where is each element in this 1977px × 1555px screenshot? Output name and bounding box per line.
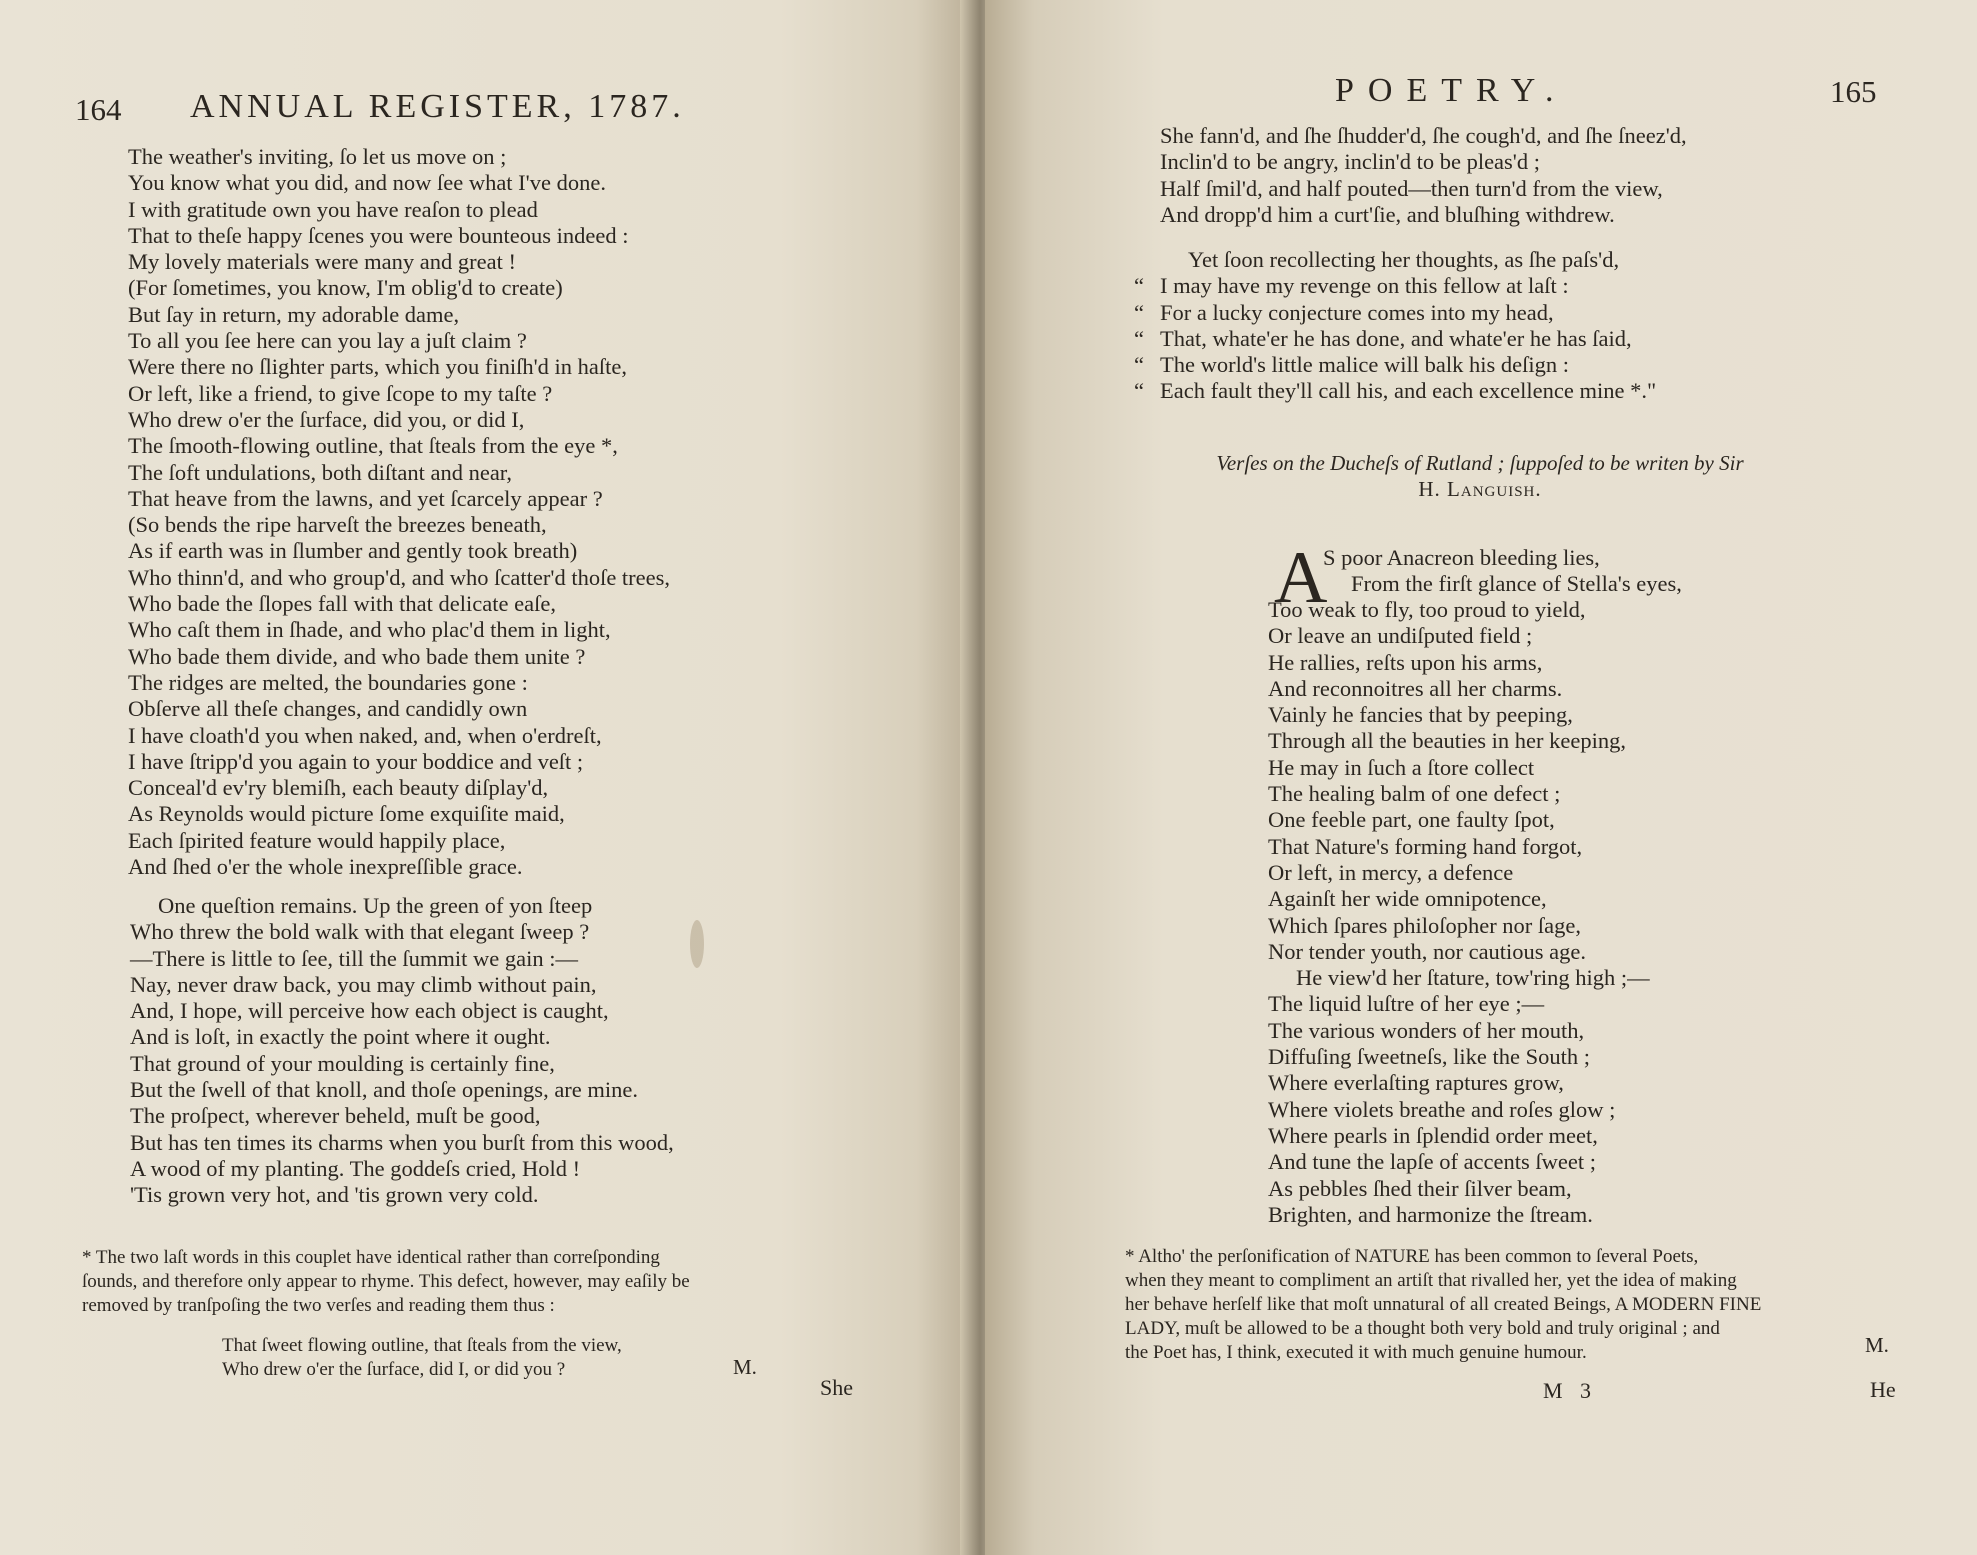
verse-line: He rallies, reſts upon his arms,: [1268, 649, 1543, 675]
quoted-line-text: Each fault they'll call his, and each excellence mine *.": [1160, 378, 1657, 404]
verse-line: He may in ſuch a ſtore collect: [1268, 754, 1535, 780]
poem-body: [1268, 597, 1650, 1228]
verse-line: Who bade the ſlopes fall with that delicate eaſe,: [128, 591, 556, 617]
quotation-mark: “: [1134, 352, 1144, 378]
quotation-mark: “: [1134, 378, 1144, 404]
verse-line: My lovely materials were many and great !: [128, 249, 516, 275]
verse-line: She fann'd, and ſhe ſhudder'd, ſhe cough'd, and ſhe ſneez'd,: [1160, 123, 1687, 148]
quoted-line: [1134, 299, 1656, 326]
verse-line: The various wonders of her mouth,: [1268, 1017, 1585, 1043]
verse-line: As pebbles ſhed their ſilver beam,: [1268, 1175, 1572, 1201]
footnote-line: LADY, muſt be allowed to be a thought both very bold and truly original ; and: [1125, 1318, 1720, 1339]
verse-line: (So bends the ripe harveſt the breezes beneath,: [128, 512, 547, 538]
verse-line: Who thinn'd, and who group'd, and who ſcatter'd thoſe trees,: [128, 564, 671, 590]
verse-block-continued: [130, 893, 674, 1209]
verse-line: Half ſmil'd, and half pouted—then turn'd from the view,: [1160, 175, 1663, 201]
verse-line: One queſtion remains. Up the green of yon ſteep: [158, 893, 593, 918]
verse-line: Who caſt them in ſhade, and who plac'd them in light,: [128, 617, 611, 643]
verse-line: Yet ſoon recollecting her thoughts, as ſhe paſs'd,: [1188, 247, 1620, 272]
verse-line: Diffuſing ſweetneſs, like the South ;: [1268, 1044, 1591, 1070]
verse-line: I with gratitude own you have reaſon to plead: [128, 196, 538, 222]
verse-line: Each ſpirited feature would happily place,: [128, 827, 506, 853]
quoted-line: [1134, 378, 1657, 404]
verse-block: [128, 144, 670, 880]
quoted-line: [1134, 325, 1656, 352]
footnote: [82, 1246, 862, 1318]
verse-line: The ſoft undulations, both diſtant and near,: [128, 459, 513, 485]
verse-line: Inclin'd to be angry, inclin'd to be pleas'd ;: [1160, 149, 1540, 175]
verse-block: [1160, 123, 1687, 228]
verse-line: And dropp'd him a curt'ſie, and bluſhing withdrew.: [1160, 201, 1615, 227]
verse-line: That to theſe happy ſcenes you were bounteous indeed :: [128, 222, 629, 248]
quotation-mark: “: [1134, 273, 1144, 299]
quotation-mark: “: [1134, 299, 1144, 325]
footnote-line: her behave herſelf like that moſt unnatural of all created Beings, A MODERN FINE: [1125, 1294, 1762, 1315]
verse-line: S poor Anacreon bleeding lies,: [1323, 545, 1600, 570]
verse-line: Through all the beauties in her keeping,: [1268, 728, 1627, 754]
verse-line: Where pearls in ſplendid order meet,: [1268, 1122, 1598, 1148]
verse-line: The proſpect, wherever beheld, muſt be good,: [130, 1103, 541, 1129]
verse-line: Obſerve all theſe changes, and candidly own: [128, 696, 528, 722]
verse-line: Too weak to fly, too proud to yield,: [1268, 597, 1586, 622]
verse-line: —There is little to ſee, till the ſummit we gain :—: [130, 945, 579, 971]
verse-line: Or left, in mercy, a defence: [1268, 859, 1514, 885]
verse-line: And reconnoitres all her charms.: [1268, 675, 1563, 701]
running-head: POETRY.: [1335, 72, 1568, 109]
verse-line: From the firſt glance of Stella's eyes,: [1351, 571, 1682, 597]
verse-line: To all you ſee here can you lay a juſt claim ?: [128, 328, 527, 354]
page-number: 165: [1830, 74, 1877, 109]
verse-line: And ſhed o'er the whole inexpreſſible grace.: [128, 854, 523, 880]
footnote-line: That ſweet flowing outline, that ſteals from the view,: [222, 1335, 622, 1356]
verse-line: Nor tender youth, nor cautious age.: [1268, 938, 1587, 964]
verse-line: Conceal'd ev'ry blemiſh, each beauty diſplay'd,: [128, 775, 549, 801]
verse-line: I have cloath'd you when naked, and, when o'erdreſt,: [128, 722, 602, 748]
poem-opening-lines: [1323, 545, 1682, 598]
footnote-line: the Poet has, I think, executed it with much genuine humour.: [1125, 1342, 1587, 1363]
verse-line: Which ſpares philoſopher nor ſage,: [1268, 912, 1582, 938]
footnote-signature: M.: [1865, 1333, 1889, 1357]
verse-line: Were there no ſlighter parts, which you finiſh'd in haſte,: [128, 354, 627, 380]
verse-line: The healing balm of one defect ;: [1268, 781, 1561, 807]
verse-line: Or left, like a friend, to give ſcope to my taſte ?: [128, 380, 553, 406]
verse-line: Who bade them divide, and who bade them unite ?: [128, 643, 586, 669]
verse-line: Brighten, and harmonize the ſtream.: [1268, 1201, 1593, 1227]
drop-cap: A: [1274, 537, 1328, 619]
footnote-signature: M.: [733, 1355, 757, 1379]
verse-line: The ſmooth-flowing outline, that ſteals from the eye *,: [128, 433, 618, 459]
right-page: [985, 0, 1977, 1555]
verse-line: 'Tis grown very hot, and 'tis grown very cold.: [130, 1182, 539, 1208]
footnote-verse: [222, 1334, 622, 1382]
quoted-line-text: That, whate'er he has done, and whate'er he has ſaid,: [1160, 325, 1632, 351]
verse-line: And, I hope, will perceive how each object is caught,: [130, 998, 609, 1024]
verse-line: Where violets breathe and roſes glow ;: [1268, 1096, 1616, 1122]
quoted-line-text: The world's little malice will balk his deſign :: [1160, 352, 1569, 378]
verse-line: As Reynolds would picture ſome exquiſite maid,: [128, 801, 565, 827]
footnote-line: Who drew o'er the ſurface, did I, or did you ?: [222, 1359, 566, 1380]
verse-line: But has ten times its charms when you burſt from this wood,: [130, 1129, 674, 1155]
quotation-mark: “: [1134, 325, 1144, 351]
running-head: ANNUAL REGISTER, 1787.: [190, 88, 685, 125]
footnote-line: * Altho' the perſonification of NATURE has been common to ſeveral Poets,: [1125, 1246, 1699, 1267]
quoted-line: [1134, 352, 1656, 378]
verse-line: You know what you did, and now ſee what I've done.: [128, 170, 606, 196]
verse-line: One feeble part, one faulty ſpot,: [1268, 807, 1555, 833]
verse-line: Vainly he fancies that by peeping,: [1268, 702, 1573, 728]
footnote-line: when they meant to compliment an artiſt that rivalled her, yet the idea of making: [1125, 1270, 1737, 1291]
catchword: He: [1870, 1377, 1896, 1402]
quoted-line: [1134, 273, 1656, 299]
verse-line: That ground of your moulding is certainly fine,: [130, 1050, 555, 1076]
quoted-line-text: For a lucky conjecture comes into my head,: [1160, 299, 1554, 325]
poem-title: [1085, 450, 1875, 502]
verse-line: Where everlaſting raptures grow,: [1268, 1070, 1564, 1096]
verse-line: The ridges are melted, the boundaries gone :: [128, 669, 528, 695]
verse-line: That heave from the lawns, and yet ſcarcely appear ?: [128, 485, 603, 511]
verse-line: I have ſtripp'd you again to your boddice and veſt ;: [128, 748, 584, 774]
footnote-line: removed by tranſpoſing the two verſes and reading them thus :: [82, 1295, 555, 1316]
left-page: [0, 0, 975, 1555]
footnote-line: ſounds, and therefore only appear to rhyme. This defect, however, may eaſily be: [82, 1271, 690, 1292]
verse-line: (For ſometimes, you know, I'm oblig'd to create): [128, 275, 563, 301]
verse-line: And is loſt, in exactly the point where it ought.: [130, 1024, 551, 1050]
verse-line: The weather's inviting, ſo let us move on ;: [128, 144, 507, 169]
verse-line: Who threw the bold walk with that elegant ſweep ?: [130, 919, 590, 945]
verse-line: The liquid luſtre of her eye ;—: [1268, 991, 1545, 1017]
verse-line: He view'd her ſtature, tow'ring high ;—: [1296, 965, 1650, 991]
page-number: 164: [75, 92, 122, 127]
quoted-line-text: I may have my revenge on this fellow at laſt :: [1160, 273, 1569, 299]
verse-line: Nay, never draw back, you may climb without pain,: [130, 971, 597, 997]
verse-line: Againſt her wide omnipotence,: [1268, 886, 1547, 912]
footnote: [1125, 1245, 1885, 1365]
verse-line: But ſay in return, my adorable dame,: [128, 301, 460, 327]
verse-line: Or leave an undiſputed field ;: [1268, 623, 1533, 649]
verse-line: And tune the lapſe of accents ſweet ;: [1268, 1149, 1596, 1175]
paper-stain: [690, 920, 704, 968]
verse-line: Who drew o'er the ſurface, did you, or did I,: [128, 406, 525, 432]
quoted-verse: [1134, 247, 1657, 405]
footnote-line: * The two laſt words in this couplet have identical rather than correſponding: [82, 1247, 660, 1268]
verse-line: That Nature's forming hand forgot,: [1268, 833, 1583, 859]
signature-mark: M 3: [1543, 1378, 1598, 1403]
verse-line: As if earth was in ſlumber and gently took breath): [128, 538, 578, 564]
poem-title-line2: H. Languish.: [1418, 477, 1542, 501]
verse-line: A wood of my planting. The goddeſs cried, Hold !: [130, 1155, 581, 1181]
verse-line: But the ſwell of that knoll, and thoſe openings, are mine.: [130, 1077, 639, 1103]
catchword: She: [820, 1375, 853, 1400]
poem-title-line1: Verſes on the Ducheſs of Rutland ; ſuppoſed to be writen by Sir: [1216, 451, 1744, 475]
